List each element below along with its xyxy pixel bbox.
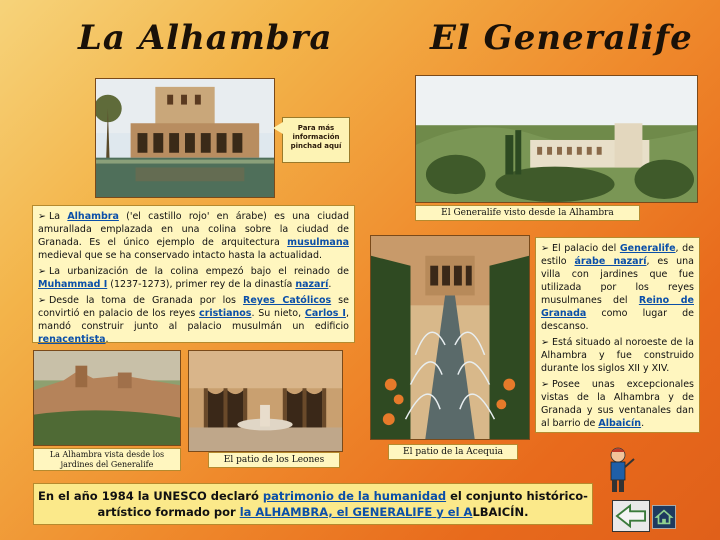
text: .: [328, 279, 332, 290]
photo-partal: [95, 78, 275, 198]
text: La urbanización de la colina empezó bajo el reinado de: [48, 266, 349, 277]
photo-patio-acequia: [370, 235, 530, 440]
text: el conjunto histórico-artístico formado por: [97, 489, 588, 519]
alhambra-paragraph-3: [38, 294, 349, 346]
link-alhambra-generalife[interactable]: la ALHAMBRA, el GENERALIFE y el A: [239, 505, 473, 519]
title-alhambra: La Alhambra: [78, 18, 333, 58]
photo-alhambra-view: [33, 350, 181, 446]
text: .: [105, 334, 109, 345]
photo-patio-leones: [188, 350, 343, 452]
link-renacentista[interactable]: renacentista: [38, 334, 106, 345]
link-alhambra[interactable]: Alhambra: [67, 211, 119, 222]
arrow-bullet-icon: ➢: [38, 266, 46, 277]
link-cristianos[interactable]: cristianos: [199, 308, 252, 319]
arrow-bullet-icon: ➢: [541, 243, 549, 254]
text: como lugar de descanso.: [541, 308, 694, 332]
text: ('el castillo rojo' en árabe) es una ciudad amurallada emplazada en una colina sobre la ciudad de Granada. Es el único ejemplo de arquitectura: [38, 211, 350, 248]
arrow-bullet-icon: ➢: [38, 211, 46, 222]
link-reino-granada[interactable]: Reino de Granada: [541, 295, 694, 319]
generalife-paragraph-2: [541, 336, 694, 375]
caption-alhambra-view: La Alhambra vista desde los jardines del Generalife: [33, 448, 181, 471]
callout-line-2: información: [292, 133, 340, 141]
text: .: [641, 418, 645, 429]
text: medieval que se ha conservado intacto hasta la actualidad.: [38, 250, 322, 261]
title-generalife: El Generalife: [430, 18, 693, 58]
arrow-bullet-icon: ➢: [541, 379, 549, 390]
text: , es una villa con jardines que fue utilizada por los reyes musulmanes del: [541, 256, 694, 306]
link-nazari[interactable]: nazarí: [295, 279, 329, 290]
home-button[interactable]: [652, 505, 676, 529]
arrow-bullet-icon: ➢: [38, 295, 46, 306]
caption-patio-acequia: El patio de la Acequia: [388, 444, 518, 460]
home-icon: [653, 506, 675, 528]
link-musulmana[interactable]: musulmana: [287, 237, 349, 248]
generalife-paragraph-3: [541, 378, 694, 430]
text: se convirtió en palacio de los reyes: [38, 295, 349, 319]
link-reyes-catolicos[interactable]: Reyes Católicos: [243, 295, 332, 306]
link-muhammad-i[interactable]: Muhammad I: [38, 279, 108, 290]
text: Posee unas excepcionales vistas de la Alhambra y de Granada y sus ventanales dan al barrio de: [541, 379, 694, 429]
more-info-callout[interactable]: [282, 117, 350, 163]
text: LBAICÍN.: [472, 505, 529, 519]
text: , de estilo: [541, 243, 694, 267]
link-generalife[interactable]: Generalife: [619, 243, 676, 254]
callout-line-1: Para más: [297, 124, 335, 132]
link-arabe-nazari[interactable]: árabe nazarí: [574, 256, 647, 267]
link-patrimonio[interactable]: patrimonio de la humanidad: [262, 489, 447, 503]
alhambra-paragraph-2: [38, 265, 349, 291]
text: (1237-1273), primer rey de la dinastía: [107, 279, 296, 290]
caption-patio-leones: El patio de los Leones: [208, 452, 340, 468]
link-carlos-i[interactable]: Carlos I: [304, 308, 346, 319]
link-albaicin[interactable]: Albaicín: [598, 418, 642, 429]
text: Está situado al noroeste de la Alhambra y fue construido durante los siglos XII y XIV.: [541, 337, 694, 374]
caption-generalife: El Generalife visto desde la Alhambra: [415, 205, 640, 221]
generalife-paragraph-1: [541, 242, 694, 333]
back-arrow-icon: [613, 501, 649, 531]
generalife-description: [535, 237, 700, 433]
text: . Su nieto,: [251, 308, 305, 319]
cartoon-figure-icon: [598, 445, 638, 497]
back-button[interactable]: [612, 500, 650, 532]
text: , mandó construir junto al palacio musulmán un edificio: [38, 308, 349, 332]
alhambra-description: [32, 205, 355, 343]
text: El palacio del: [551, 243, 620, 254]
unesco-note: [33, 483, 593, 525]
alhambra-paragraph-1: [38, 210, 349, 262]
photo-generalife: [415, 75, 698, 203]
text: Desde la toma de Granada por los: [48, 295, 244, 306]
text: La: [48, 211, 68, 222]
callout-line-3: pinchad aquí: [290, 142, 342, 150]
arrow-bullet-icon: ➢: [541, 337, 549, 348]
text: En el año 1984 la UNESCO declaró: [38, 489, 263, 503]
